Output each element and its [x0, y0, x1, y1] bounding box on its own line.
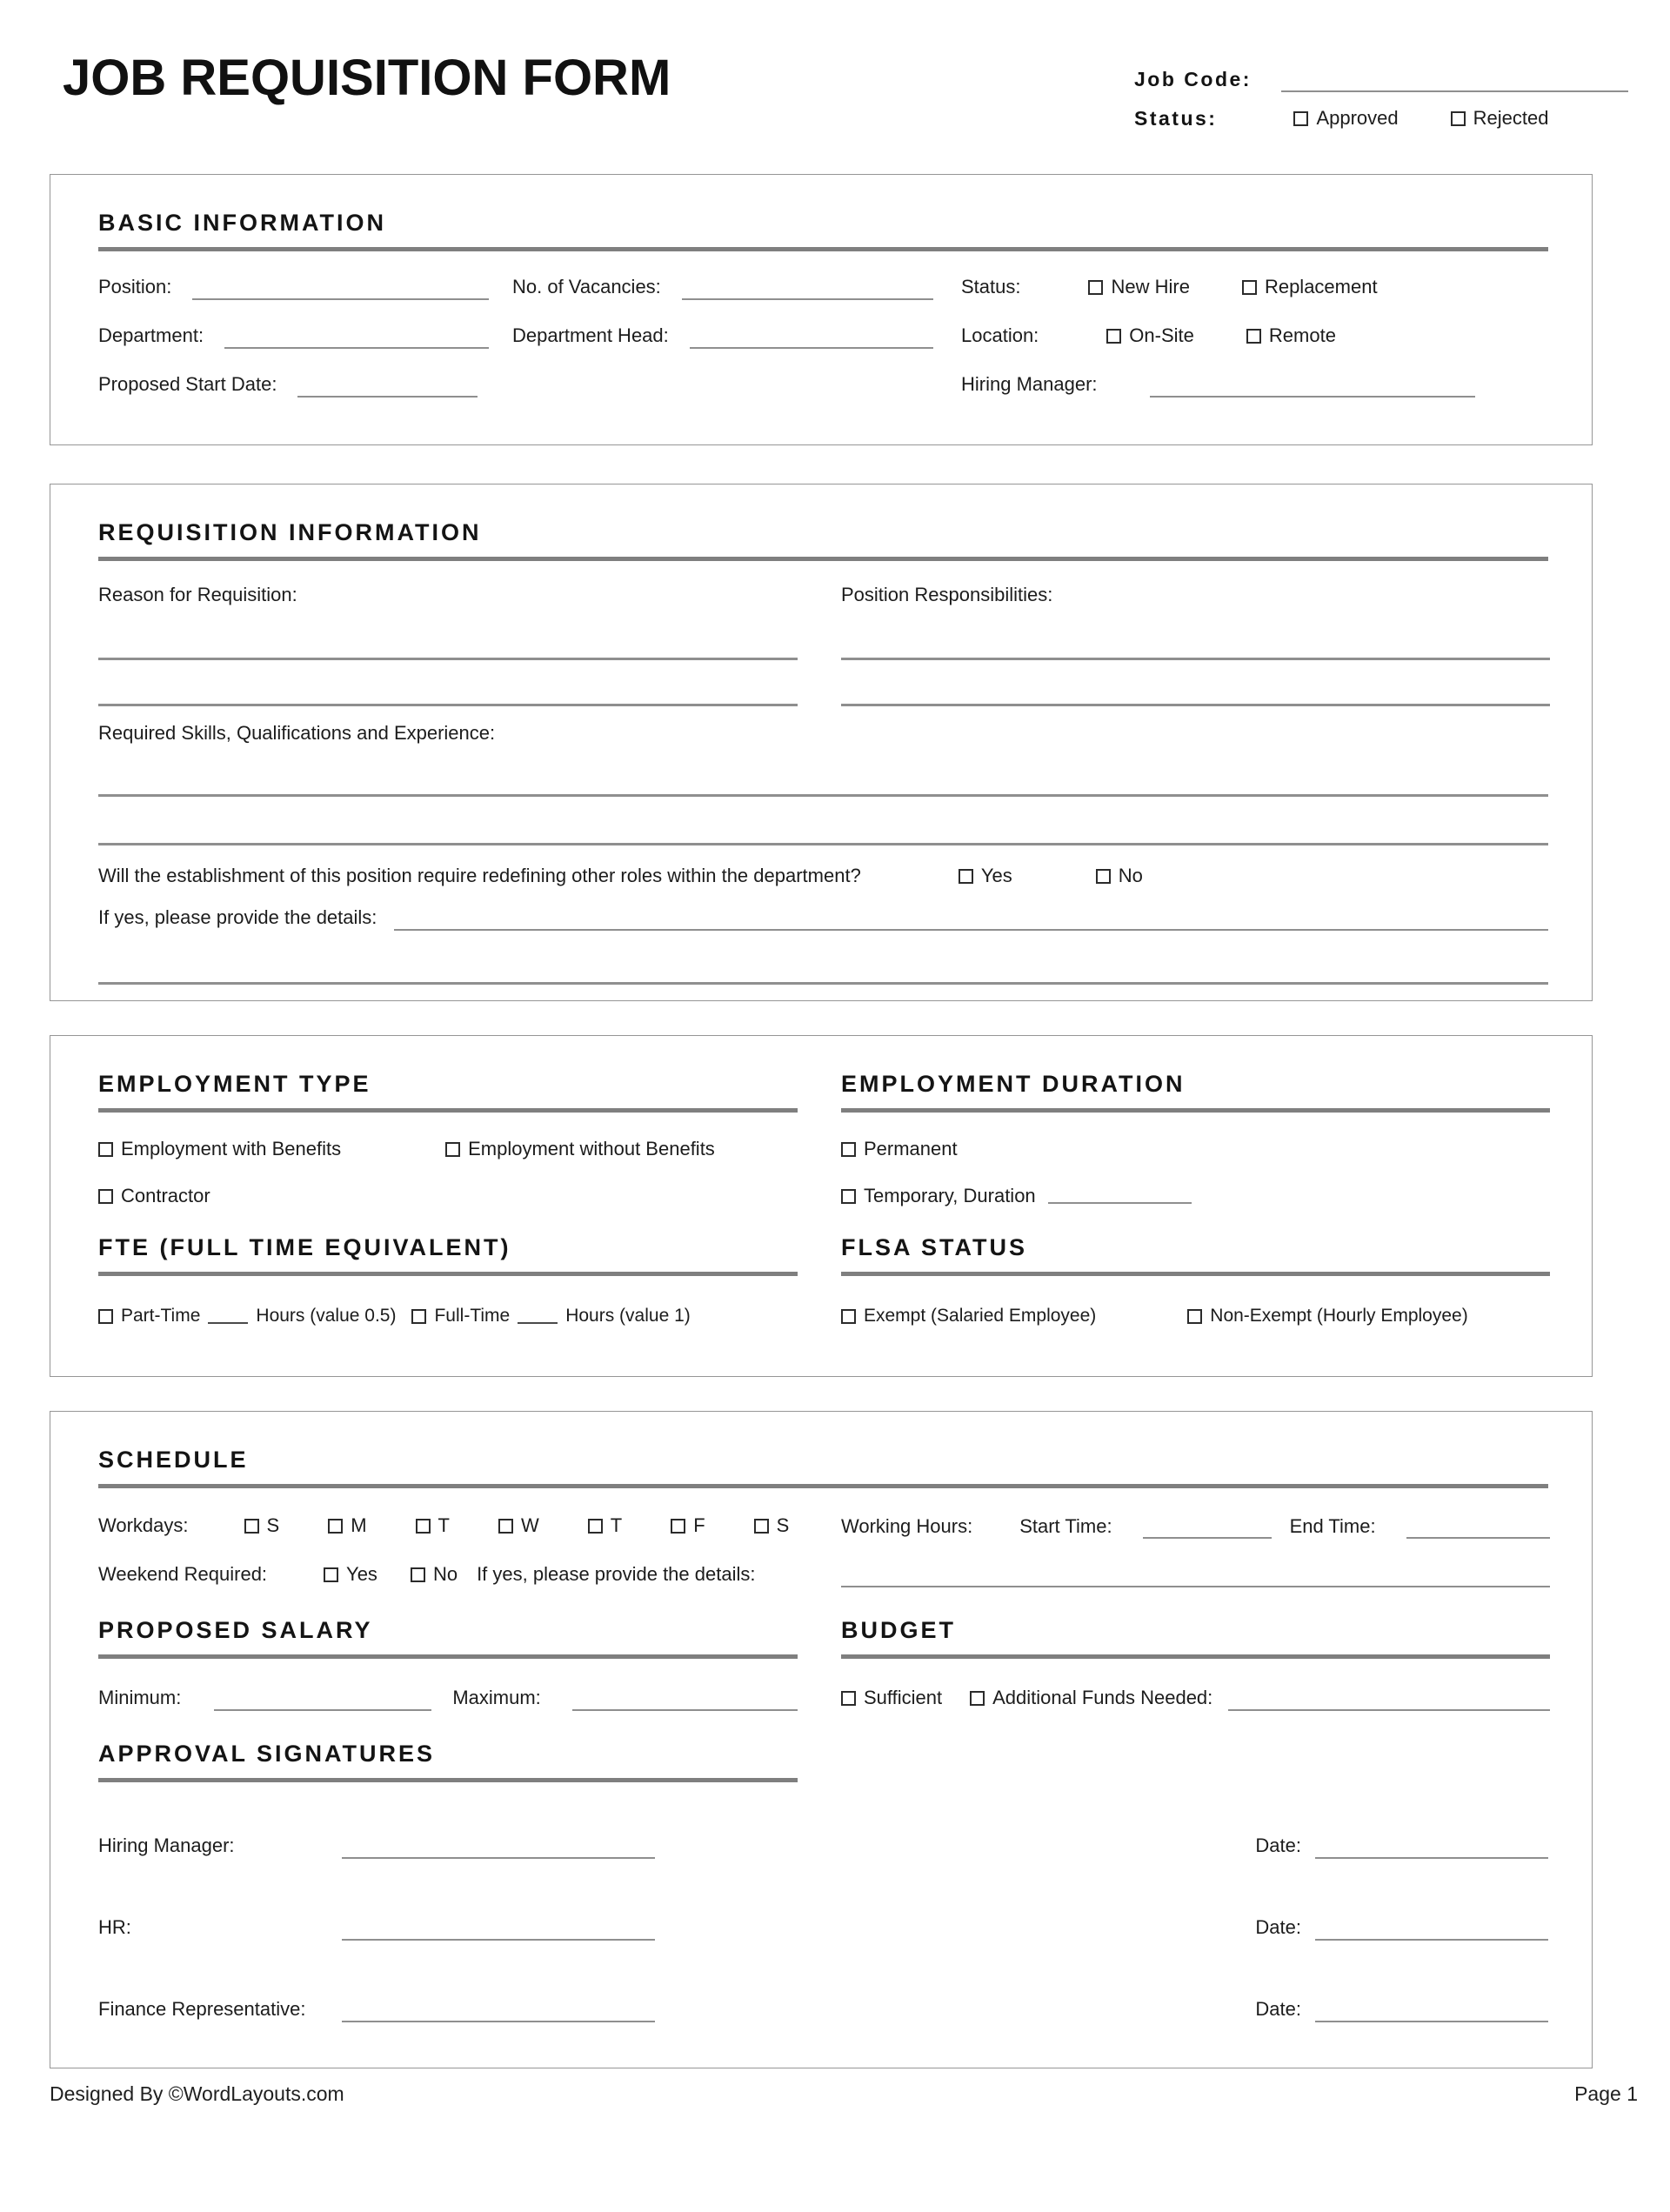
workday-saturday-checkbox[interactable] — [754, 1519, 769, 1534]
position-input-line[interactable] — [192, 277, 489, 300]
start-date-field — [98, 371, 961, 398]
start-time-input-line[interactable] — [1143, 1516, 1272, 1539]
replacement-option — [1242, 276, 1378, 298]
approved-label: Approved — [1316, 107, 1399, 129]
hiring-manager-field — [961, 371, 1548, 398]
workday-friday-label: F — [693, 1514, 705, 1536]
part-time-hours-label: Hours (value 0.5) — [256, 1306, 397, 1326]
additional-funds-label: Additional Funds Needed: — [992, 1687, 1213, 1708]
without-benefits-checkbox[interactable] — [445, 1142, 460, 1157]
requisition-write-row-1 — [98, 608, 1548, 660]
finance-date-line[interactable] — [1315, 2000, 1548, 2022]
section-rule — [841, 1272, 1550, 1276]
requisition-information-section — [50, 484, 1593, 1001]
workday-sunday-checkbox[interactable] — [244, 1519, 259, 1534]
weekend-required-label: Weekend Required: — [98, 1563, 268, 1585]
additional-funds-option — [970, 1687, 1212, 1709]
vacancies-label: No. of Vacancies: — [512, 276, 661, 297]
reason-writing-line-2[interactable] — [98, 660, 798, 706]
section-rule — [98, 557, 1548, 561]
flsa-options — [841, 1304, 1550, 1328]
finance-date-label: Date: — [1255, 1998, 1301, 2020]
workday-friday-checkbox[interactable] — [671, 1519, 685, 1534]
hiring-manager-date-label: Date: — [1255, 1834, 1301, 1856]
workday-monday-checkbox[interactable] — [328, 1519, 343, 1534]
page-footer — [0, 2081, 1670, 2107]
approval-signatures-heading: APPROVAL SIGNATURES — [98, 1741, 436, 1767]
job-code-input-line[interactable] — [1281, 70, 1628, 92]
hr-signature-row — [98, 1913, 1548, 1941]
working-hours-label: Working Hours: — [841, 1515, 973, 1537]
hiring-manager-signature-line[interactable] — [342, 1836, 655, 1859]
flsa-column — [841, 1234, 1550, 1276]
salary-budget-row — [98, 1685, 1548, 1711]
requisition-labels-row — [98, 582, 1548, 608]
permanent-label: Permanent — [864, 1138, 958, 1159]
redefine-details-row — [98, 905, 1548, 931]
fte-heading: FTE (FULL TIME EQUIVALENT) — [98, 1234, 511, 1260]
section-rule — [98, 1484, 1548, 1488]
part-time-option — [98, 1306, 396, 1327]
exempt-checkbox[interactable] — [841, 1309, 856, 1324]
fte-flsa-headings-row — [98, 1234, 1548, 1276]
workday-thursday-label: T — [610, 1514, 623, 1536]
finance-signature-line[interactable] — [342, 2000, 655, 2022]
requisition-information-heading: REQUISITION INFORMATION — [98, 519, 482, 545]
hr-date-label: Date: — [1255, 1916, 1301, 1938]
approved-checkbox[interactable] — [1293, 111, 1308, 126]
form-status-row — [1134, 106, 1628, 130]
hire-status-field — [961, 274, 1548, 300]
hr-signature-label: HR: — [98, 1916, 131, 1938]
department-head-field — [512, 323, 961, 349]
permanent-option — [841, 1138, 958, 1160]
end-time-input-line[interactable] — [1406, 1516, 1550, 1539]
full-time-label: Full-Time — [434, 1306, 511, 1326]
workdays-label: Workdays: — [98, 1514, 189, 1536]
weekend-yes-label: Yes — [346, 1563, 377, 1585]
non-exempt-label: Non-Exempt (Hourly Employee) — [1210, 1306, 1468, 1326]
basic-information-section — [50, 174, 1593, 445]
page-title: JOB REQUISITION FORM — [63, 50, 671, 106]
workdays-field — [98, 1513, 798, 1539]
salary-budget-headings-row — [98, 1617, 1548, 1659]
hiring-manager-signature-row — [98, 1831, 1548, 1859]
proposed-salary-heading: PROPOSED SALARY — [98, 1617, 373, 1643]
employment-type-column — [98, 1071, 798, 1113]
section-rule — [841, 1654, 1550, 1659]
workday-tuesday-checkbox[interactable] — [416, 1519, 431, 1534]
weekend-no-option — [411, 1563, 458, 1586]
weekend-details-input-line[interactable] — [841, 1565, 1550, 1587]
employment-row-2 — [98, 1161, 1548, 1208]
job-code-label: Job Code: — [1134, 68, 1252, 90]
temporary-option — [841, 1185, 1036, 1207]
workday-wednesday-option — [498, 1514, 539, 1537]
position-field — [98, 274, 512, 300]
section-rule — [98, 1108, 798, 1113]
full-time-checkbox[interactable] — [411, 1309, 426, 1324]
schedule-heading: SCHEDULE — [98, 1447, 249, 1473]
working-hours-field — [841, 1513, 1550, 1539]
employment-headings-row — [98, 1071, 1548, 1113]
with-benefits-option — [98, 1138, 341, 1160]
position-label: Position: — [98, 276, 172, 297]
employment-duration-column — [841, 1071, 1550, 1113]
full-time-hours-label: Hours (value 1) — [565, 1306, 691, 1326]
hiring-manager-signature-label: Hiring Manager: — [98, 1834, 235, 1856]
weekend-no-checkbox[interactable] — [411, 1567, 425, 1582]
with-benefits-checkbox[interactable] — [98, 1142, 113, 1157]
section-rule — [841, 1108, 1550, 1113]
page-number: Page 1 — [1574, 2082, 1638, 2105]
redefine-no-checkbox[interactable] — [1096, 869, 1111, 884]
non-exempt-option — [1187, 1306, 1467, 1327]
workday-tuesday-label: T — [438, 1514, 450, 1536]
requisition-write-row-2 — [98, 660, 1548, 706]
employment-type-options-row-2 — [98, 1184, 798, 1208]
weekend-required-field — [98, 1561, 798, 1587]
duration-options-row-2 — [841, 1184, 1550, 1208]
employment-type-options-row-1 — [98, 1137, 798, 1161]
budget-field — [841, 1685, 1550, 1711]
sufficient-checkbox[interactable] — [841, 1691, 856, 1706]
start-time-label: Start Time: — [1019, 1515, 1112, 1537]
workday-friday-option — [671, 1514, 705, 1537]
redefine-yes-checkbox[interactable] — [959, 869, 973, 884]
weekend-no-label: No — [432, 1563, 458, 1585]
new-hire-label: New Hire — [1111, 276, 1190, 297]
basic-row-1 — [98, 274, 1548, 300]
redefine-no-option — [1096, 865, 1143, 887]
redefine-question-row — [98, 863, 1548, 889]
form-header — [0, 50, 1670, 130]
workday-thursday-option — [588, 1514, 622, 1537]
hire-status-label: Status: — [961, 276, 1021, 297]
department-field — [98, 323, 512, 349]
weekend-details-field — [841, 1561, 1550, 1587]
skills-writing-line-2[interactable] — [98, 797, 1548, 845]
job-code-row — [1134, 61, 1628, 92]
basic-information-heading: BASIC INFORMATION — [98, 210, 386, 236]
department-head-label: Department Head: — [512, 324, 669, 346]
fte-options — [98, 1304, 798, 1328]
temporary-label: Temporary, Duration — [864, 1185, 1036, 1206]
full-time-hours-input-line[interactable] — [518, 1308, 558, 1324]
hr-date-line[interactable] — [1315, 1918, 1548, 1941]
minimum-label: Minimum: — [98, 1687, 182, 1708]
on-site-checkbox[interactable] — [1106, 329, 1121, 344]
header-right-block — [1134, 50, 1628, 130]
contractor-label: Contractor — [121, 1185, 210, 1206]
sufficient-label: Sufficient — [864, 1687, 943, 1708]
replacement-checkbox[interactable] — [1242, 280, 1257, 295]
part-time-hours-input-line[interactable] — [208, 1308, 248, 1324]
on-site-option — [1106, 324, 1194, 347]
exempt-option — [841, 1306, 1096, 1327]
workday-monday-option — [328, 1514, 366, 1537]
workday-thursday-checkbox[interactable] — [588, 1519, 603, 1534]
additional-funds-checkbox[interactable] — [970, 1691, 985, 1706]
reason-label: Reason for Requisition: — [98, 584, 297, 605]
minimum-input-line[interactable] — [214, 1688, 431, 1711]
status-rejected-option — [1451, 107, 1549, 130]
schedule-row-1 — [98, 1513, 1548, 1539]
with-benefits-label: Employment with Benefits — [121, 1138, 342, 1159]
hiring-manager-input-line[interactable] — [1150, 375, 1475, 398]
designer-credit: Designed By ©WordLayouts.com — [50, 2082, 344, 2105]
hr-signature-line[interactable] — [342, 1918, 655, 1941]
rejected-label: Rejected — [1473, 107, 1549, 129]
weekend-yes-checkbox[interactable] — [324, 1567, 338, 1582]
section-rule — [98, 247, 1548, 251]
salary-range-field — [98, 1685, 798, 1711]
hiring-manager-date-line[interactable] — [1315, 1836, 1548, 1859]
basic-row-3 — [98, 371, 1548, 398]
workday-monday-label: M — [351, 1514, 367, 1536]
proposed-salary-column — [98, 1617, 798, 1659]
workday-options — [244, 1514, 790, 1537]
skills-writing-line-1[interactable] — [98, 746, 1548, 797]
start-date-input-line[interactable] — [297, 375, 478, 398]
start-date-label: Proposed Start Date: — [98, 373, 277, 395]
responsibilities-writing-line-2[interactable] — [841, 660, 1550, 706]
vacancies-field — [512, 274, 961, 300]
on-site-label: On-Site — [1129, 324, 1194, 346]
flsa-heading: FLSA STATUS — [841, 1234, 1027, 1260]
department-label: Department: — [98, 324, 204, 346]
skills-label: Required Skills, Qualifications and Experience: — [98, 722, 496, 744]
hiring-manager-label: Hiring Manager: — [961, 373, 1098, 395]
temporary-checkbox[interactable] — [841, 1189, 856, 1204]
workday-tuesday-option — [416, 1514, 450, 1537]
responsibilities-writing-line-1[interactable] — [841, 608, 1550, 660]
department-input-line[interactable] — [224, 326, 489, 349]
section-rule — [98, 1778, 798, 1782]
part-time-label: Part-Time — [121, 1306, 201, 1326]
workday-wednesday-label: W — [520, 1514, 539, 1536]
redefine-details-writing-line[interactable] — [98, 931, 1548, 985]
permanent-checkbox[interactable] — [841, 1142, 856, 1157]
sufficient-option — [841, 1687, 942, 1709]
redefine-details-label: If yes, please provide the details: — [98, 906, 377, 928]
finance-signature-label: Finance Representative: — [98, 1998, 306, 2020]
remote-checkbox[interactable] — [1246, 329, 1261, 344]
temporary-duration-input-line[interactable] — [1048, 1188, 1192, 1204]
department-head-input-line[interactable] — [690, 326, 933, 349]
redefine-question-label: Will the establishment of this position require redefining other roles within the department? — [98, 865, 861, 886]
workday-sunday-option — [244, 1514, 280, 1537]
workday-wednesday-checkbox[interactable] — [498, 1519, 513, 1534]
maximum-input-line[interactable] — [572, 1688, 798, 1711]
duration-options-row-1 — [841, 1137, 1550, 1161]
exempt-label: Exempt (Salaried Employee) — [864, 1306, 1097, 1326]
additional-funds-input-line[interactable] — [1228, 1688, 1550, 1711]
workday-saturday-label: S — [776, 1514, 790, 1536]
full-time-option — [411, 1306, 690, 1327]
basic-row-2 — [98, 323, 1548, 349]
fte-flsa-options-row — [98, 1276, 1548, 1328]
weekend-yes-option — [324, 1563, 377, 1586]
redefine-yes-option — [959, 865, 1012, 887]
redefine-details-input-line[interactable] — [394, 908, 1548, 931]
section-rule — [98, 1654, 798, 1659]
remote-label: Remote — [1268, 324, 1336, 346]
schedule-row-2 — [98, 1561, 1548, 1587]
employment-duration-heading: EMPLOYMENT DURATION — [841, 1071, 1186, 1097]
new-hire-checkbox[interactable] — [1088, 280, 1103, 295]
end-time-label: End Time: — [1289, 1515, 1376, 1537]
status-approved-option — [1293, 107, 1398, 130]
redefine-yes-label: Yes — [980, 865, 1012, 886]
redefine-no-label: No — [1118, 865, 1143, 886]
without-benefits-label: Employment without Benefits — [468, 1138, 715, 1159]
maximum-label: Maximum: — [452, 1687, 541, 1708]
location-field — [961, 323, 1548, 349]
schedule-section — [50, 1411, 1593, 2068]
form-status-label: Status: — [1134, 107, 1218, 130]
remote-option — [1246, 324, 1336, 347]
contractor-checkbox[interactable] — [98, 1189, 113, 1204]
employment-row-1 — [98, 1113, 1548, 1161]
approval-signatures-column — [98, 1741, 798, 1782]
fte-column — [98, 1234, 798, 1276]
section-rule — [98, 1272, 798, 1276]
responsibilities-label: Position Responsibilities: — [841, 584, 1053, 605]
rejected-checkbox[interactable] — [1451, 111, 1466, 126]
budget-column — [841, 1617, 1550, 1659]
weekend-details-label: If yes, please provide the details: — [477, 1563, 756, 1585]
part-time-checkbox[interactable] — [98, 1309, 113, 1324]
without-benefits-option — [445, 1138, 715, 1160]
replacement-label: Replacement — [1264, 276, 1378, 297]
contractor-option — [98, 1185, 210, 1207]
non-exempt-checkbox[interactable] — [1187, 1309, 1202, 1324]
employment-type-heading: EMPLOYMENT TYPE — [98, 1071, 371, 1097]
vacancies-input-line[interactable] — [682, 277, 933, 300]
budget-heading: BUDGET — [841, 1617, 956, 1643]
new-hire-option — [1088, 276, 1189, 298]
location-label: Location: — [961, 324, 1039, 346]
employment-section — [50, 1035, 1593, 1377]
workday-saturday-option — [754, 1514, 790, 1537]
workday-sunday-label: S — [266, 1514, 280, 1536]
reason-writing-line-1[interactable] — [98, 608, 798, 660]
finance-signature-row — [98, 1995, 1548, 2022]
